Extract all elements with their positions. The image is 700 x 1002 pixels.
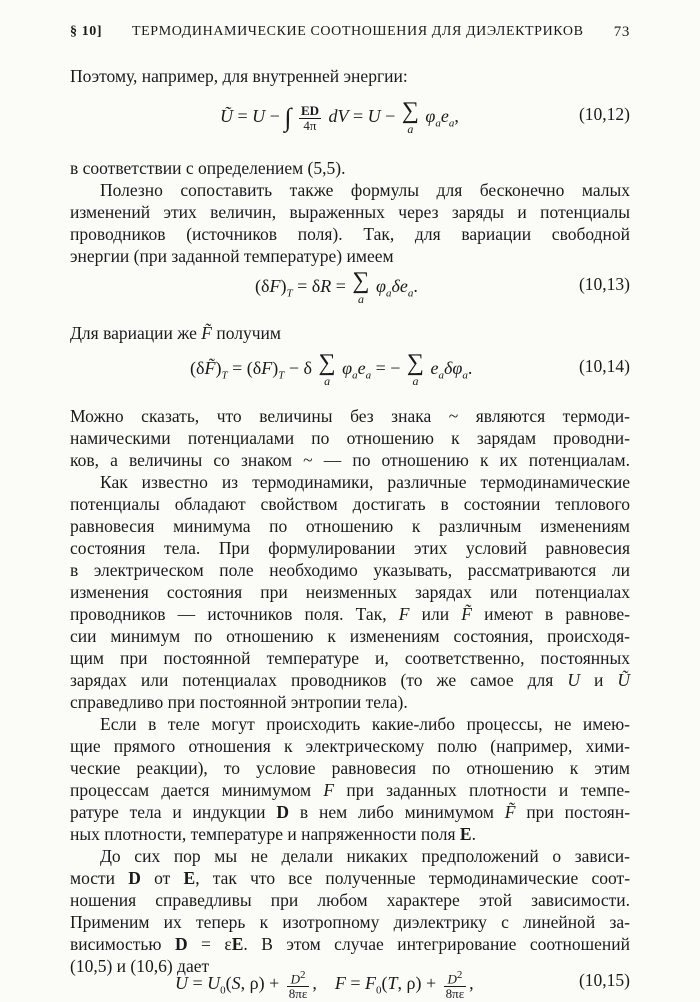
section-ref: § 10] (70, 24, 103, 39)
text-line: Применим их теперь к изотропному диэлектрику с линейной за- (70, 912, 630, 932)
text-line: в соответствии с определением (5,5). (70, 158, 346, 178)
text-line: Полезно сопоставить также формулы для бесконечно малых (100, 180, 630, 200)
text-line: Поэтому, например, для внутренней энергии: (70, 66, 408, 86)
text-line: мости D от E, так что все полученные термодинамические соот- (70, 868, 631, 888)
equation-body: $(\delta F)_T = \delta R$ = ∑ a $\varphi_a\delta e_a$. (255, 268, 418, 306)
text-line: ратуре тела и индукции D в нем либо минимумом F̃ при постоян- (70, 802, 631, 822)
text-line: в электрическом поле необходимо указывать, рассматриваются ли (70, 560, 630, 580)
text-line: сии минимум по отношению к изменениям состояния, происходя- (70, 626, 630, 646)
text-line: равновесия минимума по отношению к различным изменениям (70, 516, 630, 536)
text-line: проводников (источников поля). Так, для вариации свободной (70, 224, 630, 244)
running-header (70, 24, 630, 48)
equation-body: $U = U_0(S$, ρ) + $\frac{D^2}{8\pi\varepsilon}$ , $F = F_0(T$, ρ) + $\frac{D^2}{8\pi\varepsilon}$ , (175, 969, 474, 1002)
text-line: Для вариации же F̃ получим (70, 323, 281, 343)
text-line: ков, а величины со знаком ~ — по отношению к их потенциалам. (70, 450, 630, 470)
equation-number: (10,15) (578, 970, 630, 990)
text-line: ных плотности, температуре и напряженности поля E. (70, 824, 476, 844)
equation-10-15 (70, 962, 630, 1002)
equation-number: (10,12) (578, 104, 630, 124)
equation-10-13 (70, 270, 630, 310)
text-line: висимостью D = εE. В этом случае интегрирование соотношений (70, 934, 631, 954)
equation-10-12 (70, 100, 630, 140)
text-line: Можно сказать, что величины без знака ~ являются термоди- (70, 406, 630, 426)
text-line: ческие реакции), то условие равновесия по отношению к этим (70, 758, 630, 778)
text-line: зарядах или потенциалах проводников (то же самое для U и Ũ (70, 670, 631, 690)
page-number: 73 (613, 24, 630, 40)
text-line: До сих пор мы не делали никаких предположений о зависи- (100, 846, 630, 866)
text-line: изменений этих величин, выраженных через заряды и потенциалы (70, 202, 630, 222)
text-line: Как известно из термодинамики, различные термодинамические (100, 472, 630, 492)
running-title: ТЕРМОДИНАМИЧЕСКИЕ СООТНОШЕНИЯ ДЛЯ ДИЭЛЕКТРИКОВ (132, 24, 584, 39)
text-line: процессам дается минимумом F при заданных плотности и темпе- (70, 780, 631, 800)
equation-body: $(\delta F̃)_T = (\delta F)_T - \delta$ ∑ a $\varphi_ae_a$ = − ∑ a $e_a\delta\varphi_a$. (190, 350, 473, 388)
text-line: энергии (при заданной температуре) имеем (70, 246, 394, 266)
equation-number: (10,14) (578, 356, 630, 376)
text-line: щим при постоянной температуре и, соответственно, постоянных (70, 648, 630, 668)
equation-body: Ũ = U − ∫ $\frac{ED}{4\pi}$ dV = U − ∑ a $\varphi_ae_a$, (220, 98, 459, 136)
text-line: потенциалы обладают свойством достигать в состоянии теплового (70, 494, 630, 514)
text-line: ношения справедливы при любом характере этой зависимости. (70, 890, 630, 910)
equation-number: (10,13) (578, 274, 630, 294)
text-line: справедливо при постоянной энтропии тела). (70, 692, 408, 712)
text-line: изменения состояния при неизменных зарядах или потенциалах (70, 582, 630, 602)
text-line: состояния тела. При формулировании этих условий равновесия (70, 538, 630, 558)
text-line: щие прямого отношения к электрическому полю (например, хими- (70, 736, 630, 756)
text-line: намическими потенциалами по отношению к зарядам проводни- (70, 428, 630, 448)
text-line: Если в теле могут происходить какие-либо процессы, не имею- (100, 714, 630, 734)
text-line: проводников — источников поля. Так, F или F̃ имеют в равнове- (70, 604, 630, 624)
text-line: (10,5) и (10,6) дает (70, 956, 210, 976)
equation-10-14 (70, 352, 630, 392)
